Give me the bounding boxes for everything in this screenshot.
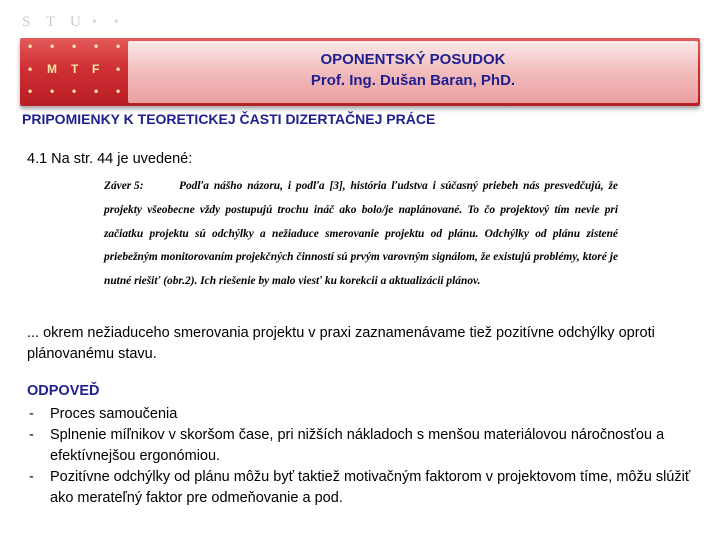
header-banner xyxy=(20,38,700,106)
section-heading: PRIPOMIENKY K TEORETICKEJ ČASTI DIZERTAČNEJ PRÁCE xyxy=(22,111,436,127)
logo-dot: • xyxy=(28,84,33,98)
logo-dot: • xyxy=(28,39,33,53)
quote-block xyxy=(104,175,618,294)
logo-letter-t: T xyxy=(46,14,56,30)
logo-dot: • xyxy=(116,62,121,76)
quote-label: Záver 5: xyxy=(104,180,144,192)
answer-heading: ODPOVEĎ xyxy=(27,383,100,399)
bullet-dash: - xyxy=(29,427,34,443)
list-item-text: Pozitívne odchýlky od plánu môžu byť taktiež motivačným faktorom v projektovom tíme, môžu slúžiť ako merateľný faktor pre odmeňovanie a pod. xyxy=(50,469,691,506)
logo-dot: • xyxy=(72,39,77,53)
logo-dot: • xyxy=(116,84,121,98)
logo-dot: • xyxy=(72,84,77,98)
slide-subtitle: Prof. Ing. Dušan Baran, PhD. xyxy=(310,72,516,89)
quote-text: Podľa nášho názoru, i podľa [3], história ľudstva i súčasný priebeh nás presvedčujú, že projekty všeobecne vždy postupujú trochu ináč ako bolo/je naplánované. To čo projektový tím nevie pri začiatku projektu sú odchýlky a nežiaduce smerovanie projektu od plánu. Odchýlky od plánu zistené priebežným monitorovaním projekčných činností sú prvým varovným signálom, že existujú problémy, ktoré je nutné riešiť (obr.2). Ich riešenie by malo viesť ku korekcii a aktualizácii plánov. xyxy=(104,180,618,288)
comment-text: ... okrem nežiaduceho smerovania projektu v praxi zaznamenávame tiež pozitívne odchýlky oproti plánovanému stavu. xyxy=(27,325,655,362)
list-item xyxy=(27,404,707,425)
answer-list xyxy=(27,404,707,509)
logo-letter-t: T xyxy=(71,62,79,76)
logo-letter-u: U xyxy=(70,14,81,30)
intro-text: 4.1 Na str. 44 je uvedené: xyxy=(27,151,193,167)
logo-letter-f: F xyxy=(92,62,100,76)
logo-dot: • xyxy=(50,39,55,53)
logo-letter-m: M xyxy=(47,62,57,76)
logo-dot: • xyxy=(50,84,55,98)
logo-dot: • xyxy=(94,39,99,53)
slide-title: OPONENTSKÝ POSUDOK xyxy=(320,51,506,68)
list-item-text: Proces samoučenia xyxy=(50,406,178,422)
logo-dot: • xyxy=(92,15,97,30)
logo-dot: • xyxy=(94,84,99,98)
logo-letter-s: S xyxy=(22,14,31,30)
logo-dot: • xyxy=(114,15,119,30)
logo-dot: • xyxy=(28,62,33,76)
logo-dot: • xyxy=(116,39,121,53)
list-item xyxy=(27,467,707,509)
bullet-dash: - xyxy=(29,469,34,485)
list-item xyxy=(27,425,707,467)
bullet-dash: - xyxy=(29,406,34,422)
list-item-text: Splnenie míľnikov v skoršom čase, pri nižších nákladoch s menšou materiálovou náročnosťou a efektívnejšou ergonómiou. xyxy=(50,427,665,464)
